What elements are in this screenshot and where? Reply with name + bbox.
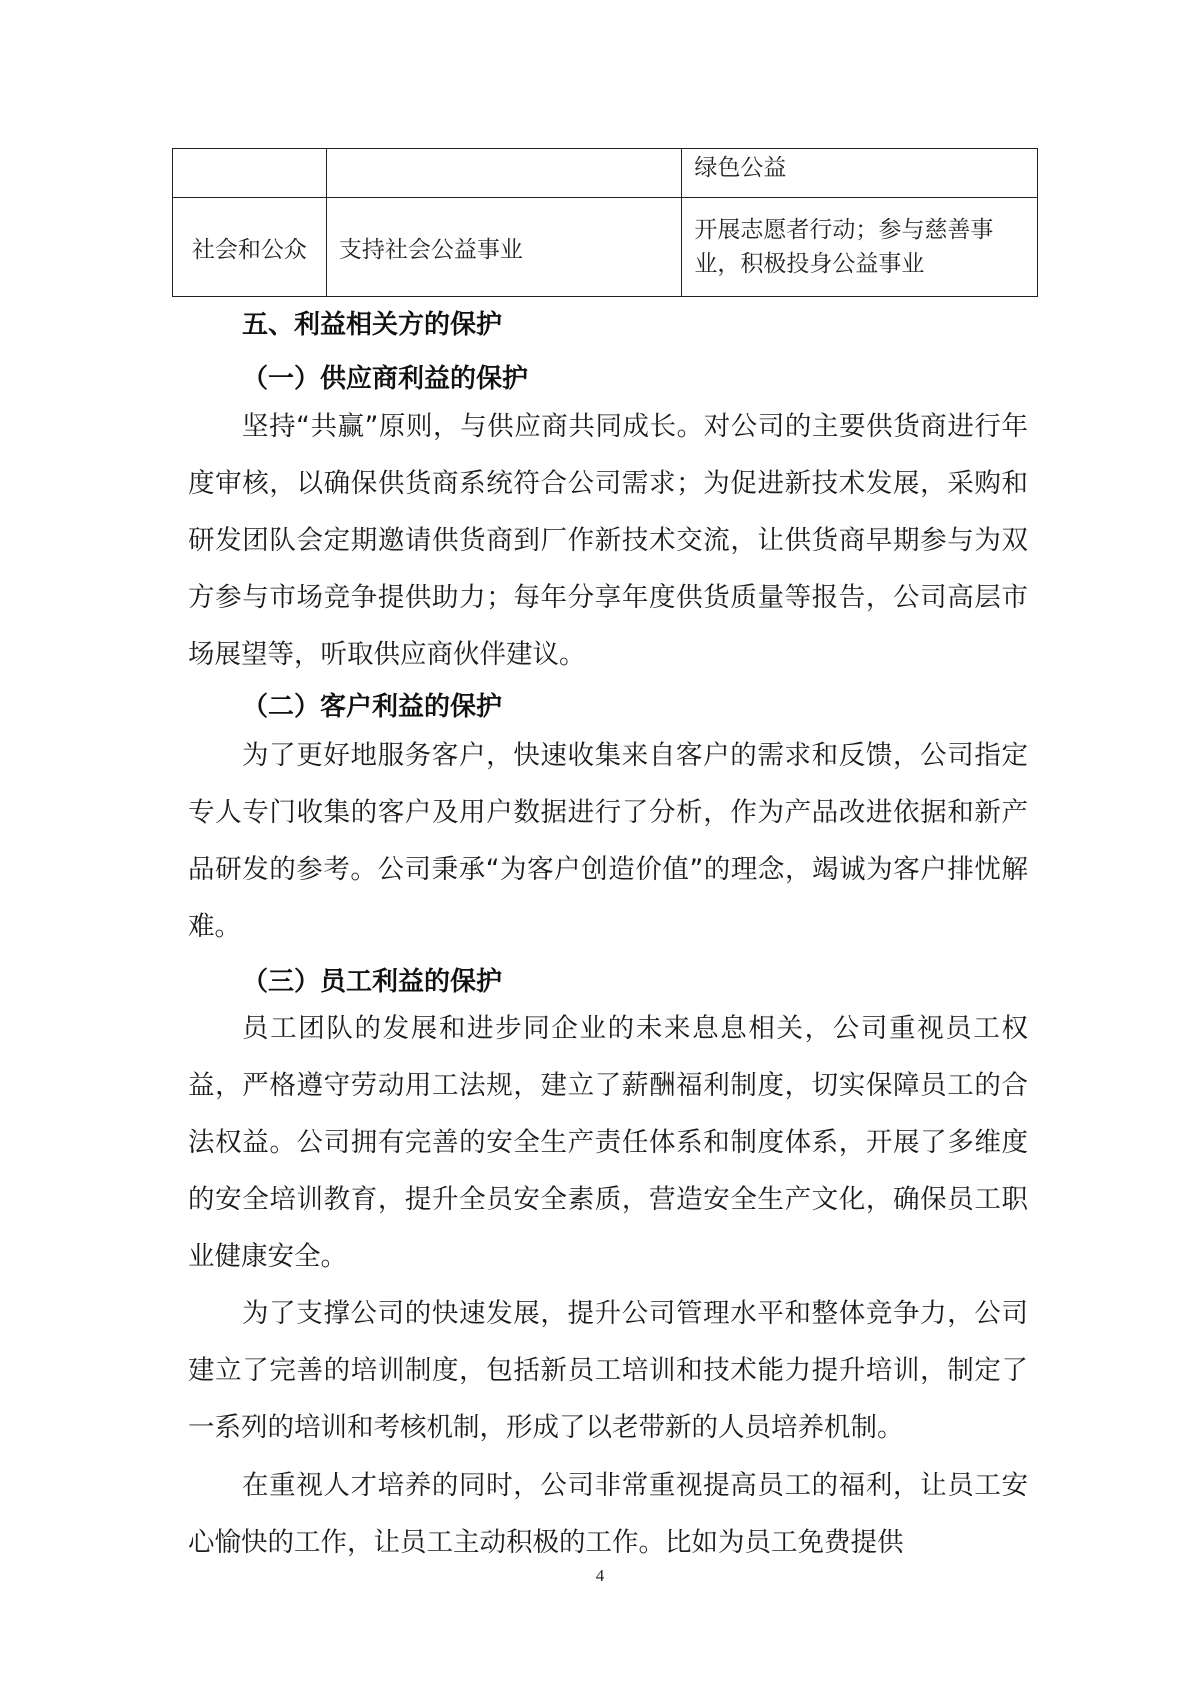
demand-cell xyxy=(326,149,682,198)
subsection-heading-employee: （三）员工利益的保护 xyxy=(242,967,503,997)
demand-cell: 支持社会公益事业 xyxy=(326,198,682,297)
paragraph-employee-2: 为了支撑公司的快速发展，提升公司管理水平和整体竞争力，公司建立了完善的培训制度，包括新员工培训和技术能力提升培训，制定了一系列的培训和考核机制，形成了以老带新的人员培养机制。 xyxy=(188,1298,1028,1443)
stakeholder-table xyxy=(172,148,1038,297)
measures-cell: 绿色公益 xyxy=(682,149,1038,198)
stakeholder-cell: 社会和公众 xyxy=(173,198,327,297)
measures-cell: 开展志愿者行动；参与慈善事业，积极投身公益事业 xyxy=(682,198,1038,297)
paragraph-customer: 为了更好地服务客户，快速收集来自客户的需求和反馈，公司指定专人专门收集的客户及用户数据进行了分析，作为产品改进依据和新产品研发的参考。公司秉承“为客户创造价值”的理念，竭诚为客户排忧解难。 xyxy=(188,740,1028,942)
subsection-heading-supplier: （一）供应商利益的保护 xyxy=(242,364,529,394)
table-row xyxy=(173,198,1038,297)
subsection-heading-customer: （二）客户利益的保护 xyxy=(242,692,503,722)
paragraph-supplier: 坚持“共赢”原则，与供应商共同成长。对公司的主要供货商进行年度审核，以确保供货商系统符合公司需求；为促进新技术发展，采购和研发团队会定期邀请供货商到厂作新技术交流，让供货商早期参与为双方参与市场竞争提供助力；每年分享年度供货质量等报告，公司高层市场展望等，听取供应商伙伴建议。 xyxy=(188,411,1028,670)
section-heading: 五、利益相关方的保护 xyxy=(242,310,503,340)
table-row xyxy=(173,149,1038,198)
page-number: 4 xyxy=(595,1566,605,1585)
stakeholder-cell xyxy=(173,149,327,198)
paragraph-employee-3: 在重视人才培养的同时，公司非常重视提高员工的福利，让员工安心愉快的工作，让员工主动积极的工作。比如为员工免费提供 xyxy=(188,1470,1028,1558)
paragraph-employee-1: 员工团队的发展和进步同企业的未来息息相关，公司重视员工权益，严格遵守劳动用工法规，建立了薪酬福利制度，切实保障员工的合法权益。公司拥有完善的安全生产责任体系和制度体系，开展了多维度的安全培训教育，提升全员安全素质，营造安全生产文化，确保员工职业健康安全。 xyxy=(188,1013,1028,1272)
